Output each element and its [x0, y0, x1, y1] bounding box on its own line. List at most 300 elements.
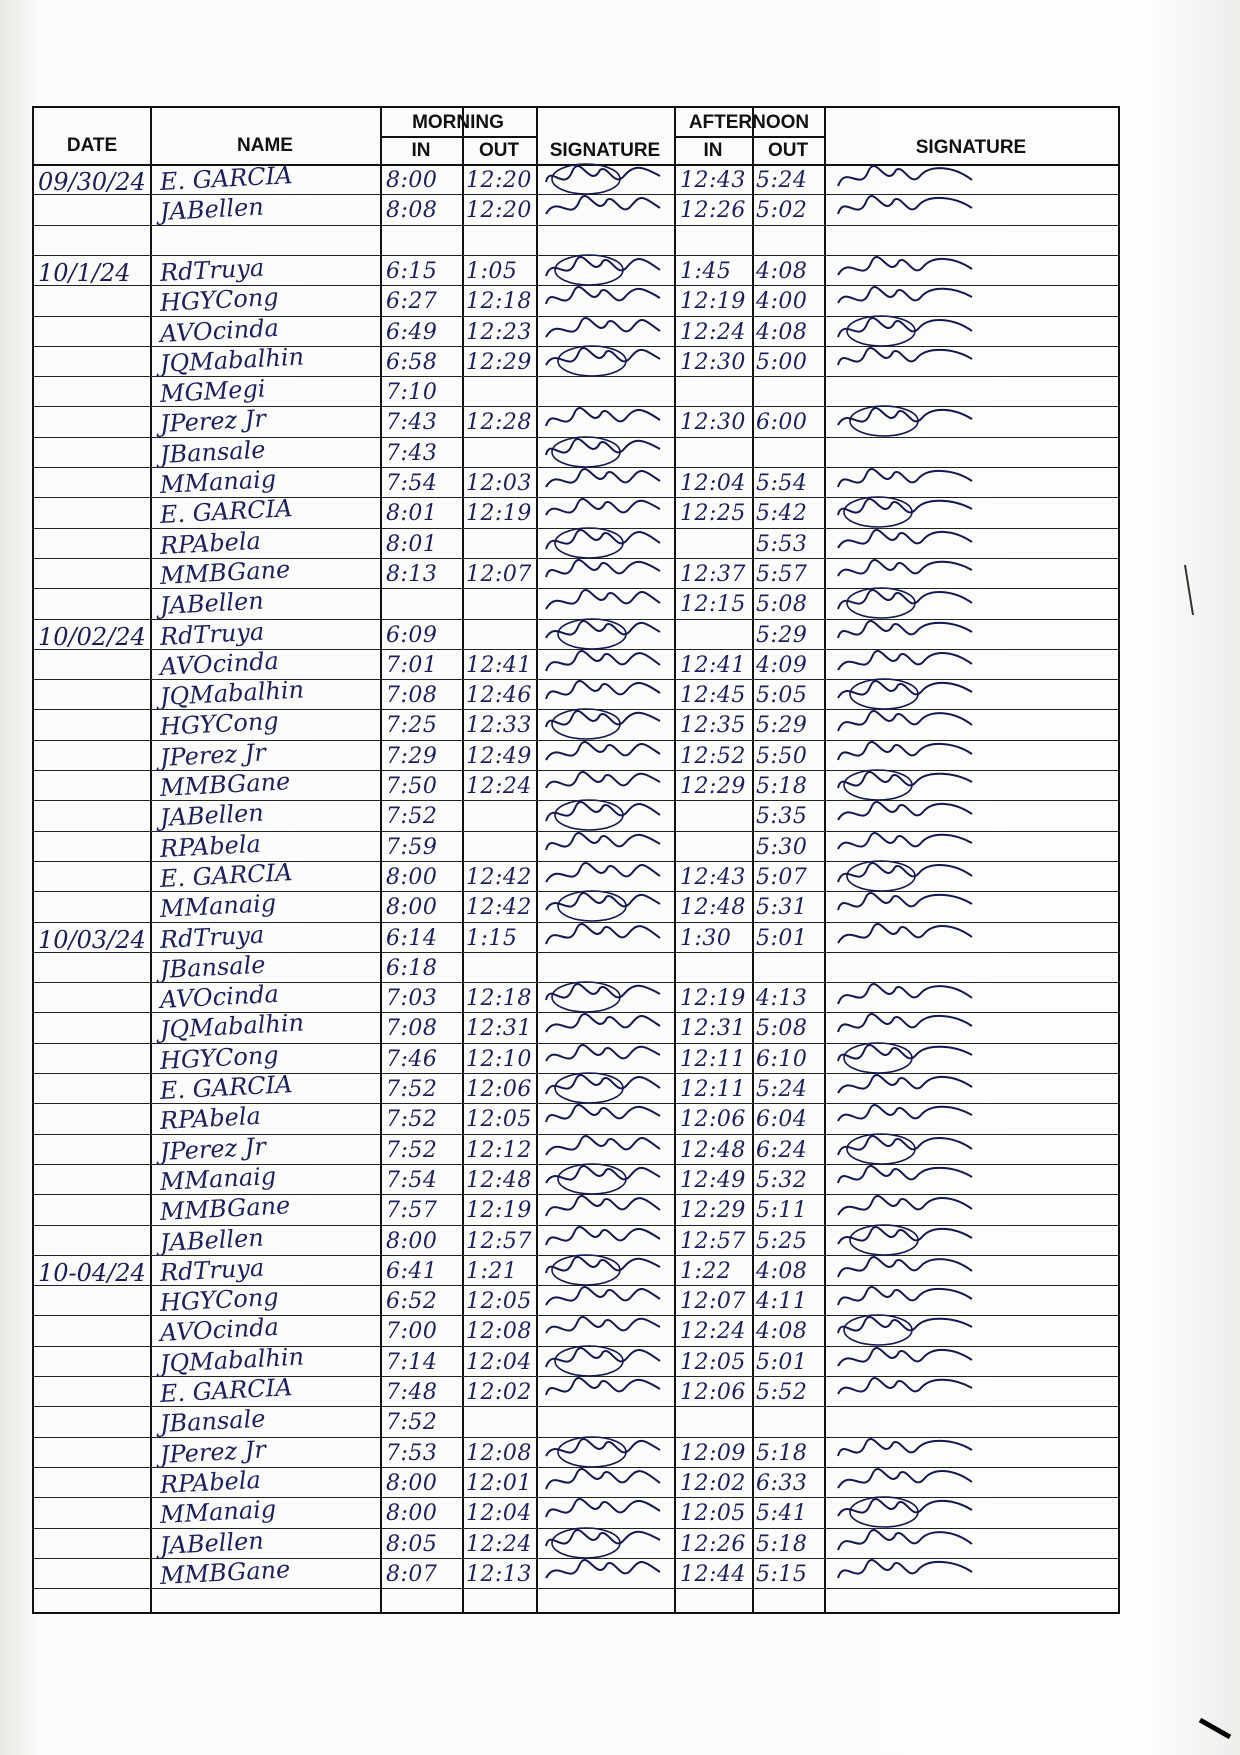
cell-am-out: 12:05: [466, 1107, 532, 1133]
signature-am: [542, 1435, 672, 1469]
cell-name: JBansale: [159, 435, 267, 469]
cell-am-in: 7:52: [386, 1107, 438, 1133]
cell-name: RPAbela: [159, 1465, 262, 1499]
signature-pm: [834, 1495, 984, 1529]
cell-am-in: 7:52: [386, 804, 438, 830]
cell-pm-out: 5:53: [756, 531, 808, 557]
cell-name: HGYCong: [159, 282, 280, 318]
cell-pm-out: 5:05: [756, 683, 808, 709]
cell-am-in: 7:03: [386, 986, 438, 1012]
cell-am-in: 6:15: [386, 258, 438, 284]
cell-am-in: 8:08: [386, 198, 438, 224]
signature-am: [542, 495, 672, 529]
signature-am: [542, 829, 672, 863]
cell-pm-in: 12:35: [680, 713, 746, 739]
cell-pm-in: 12:43: [680, 168, 746, 193]
cell-pm-out: 4:08: [756, 258, 808, 284]
cell-pm-out: 5:32: [756, 1167, 808, 1193]
signature-am: [542, 920, 672, 954]
cell-am-out: 12:01: [466, 1470, 532, 1496]
cell-am-in: 7:01: [386, 652, 438, 678]
cell-pm-out: 5:57: [756, 561, 808, 587]
cell-name: MMBGane: [159, 555, 291, 590]
cell-am-out: 12:49: [466, 743, 532, 769]
cell-name: MManaig: [159, 1495, 277, 1530]
cell-name: RdTruya: [159, 920, 265, 954]
cell-am-out: 12:42: [466, 895, 532, 921]
cell-am-out: 12:48: [466, 1167, 532, 1193]
cell-am-in: 7:53: [386, 1440, 438, 1466]
cell-pm-in: 12:07: [680, 1289, 746, 1315]
cell-name: JABellen: [159, 1526, 265, 1560]
signature-am: [542, 768, 672, 802]
signature-am: [542, 404, 672, 438]
cell-am-in: 6:09: [386, 622, 438, 648]
cell-pm-out: 5:42: [756, 501, 808, 527]
signature-am: [542, 435, 672, 469]
cell-am-out: 12:13: [466, 1561, 532, 1587]
cell-pm-out: 5:08: [756, 1016, 808, 1042]
cell-name: JABellen: [159, 798, 265, 833]
corner-mark: [1195, 1715, 1235, 1745]
header-morning: MORNING: [412, 112, 504, 133]
signature-am: [542, 1344, 672, 1378]
cell-am-in: 7:54: [386, 471, 438, 496]
signature-am: [542, 465, 672, 499]
cell-pm-out: 5:01: [756, 1349, 808, 1375]
signature-pm: [834, 768, 984, 802]
attendance-sheet: [32, 106, 1120, 1614]
cell-am-out: 12:33: [466, 713, 532, 739]
signature-am: [542, 283, 672, 317]
signature-pm: [834, 1344, 984, 1378]
cell-name: AVOcinda: [159, 979, 280, 1015]
cell-pm-in: 12:52: [680, 743, 746, 769]
cell-pm-out: 5:35: [756, 804, 808, 830]
cell-name: MManaig: [159, 889, 277, 924]
cell-am-out: 12:05: [466, 1289, 532, 1315]
signature-am: [542, 1253, 672, 1287]
cell-am-in: 7:10: [386, 380, 438, 406]
cell-date: 09/30/24: [38, 168, 146, 196]
signature-pm: [834, 1526, 984, 1560]
signature-pm: [834, 1071, 984, 1105]
signature-pm: [834, 980, 984, 1014]
cell-am-out: 12:31: [466, 1016, 532, 1042]
cell-name: JABellen: [159, 586, 265, 621]
signature-am: [542, 314, 672, 348]
cell-am-in: 6:14: [386, 925, 438, 951]
cell-pm-out: 5:29: [756, 713, 808, 739]
cell-am-out: 12:19: [466, 1198, 532, 1224]
cell-am-in: 7:52: [386, 1410, 438, 1436]
cell-pm-in: 12:30: [680, 410, 746, 436]
cell-name: JPerez Jr: [159, 738, 267, 772]
signature-pm: [834, 889, 984, 923]
cell-name: E. GARCIA: [159, 1070, 294, 1105]
cell-name: RPAbela: [159, 526, 262, 560]
signature-pm: [834, 1041, 984, 1075]
cell-am-in: 8:00: [386, 1470, 438, 1496]
cell-name: HGYCong: [159, 1282, 280, 1318]
header-date: DATE: [66, 135, 118, 156]
signature-am: [542, 1010, 672, 1044]
cell-am-out: 12:18: [466, 986, 532, 1012]
signature-pm: [834, 1435, 984, 1469]
signature-pm: [834, 283, 984, 317]
cell-date: 10-04/24: [38, 1258, 146, 1287]
cell-am-in: 7:29: [386, 743, 438, 769]
cell-pm-out: 5:24: [756, 1077, 808, 1102]
cell-pm-in: 12:37: [680, 561, 746, 587]
cell-am-in: 8:00: [386, 168, 438, 193]
cell-name: HGYCong: [159, 707, 280, 742]
cell-pm-out: 4:08: [756, 1319, 808, 1345]
signature-pm: [834, 314, 984, 348]
cell-name: AVOcinda: [159, 1313, 280, 1348]
cell-pm-out: 4:09: [756, 652, 808, 678]
cell-pm-in: 12:26: [680, 198, 746, 224]
cell-name: JQMabalhin: [159, 675, 305, 712]
signature-am: [542, 1374, 672, 1408]
signature-pm: [834, 1132, 984, 1166]
cell-am-in: 7:14: [386, 1349, 438, 1375]
signature-am: [542, 192, 672, 226]
cell-pm-in: 12:19: [680, 986, 746, 1012]
cell-am-out: 12:20: [466, 168, 532, 193]
cell-pm-out: 6:04: [756, 1107, 808, 1133]
signature-am: [542, 1041, 672, 1075]
signature-pm: [834, 1010, 984, 1044]
cell-am-out: 12:08: [466, 1440, 532, 1466]
cell-name: RPAbela: [159, 829, 262, 863]
signature-am: [542, 1465, 672, 1499]
cell-am-out: 12:46: [466, 683, 532, 709]
cell-am-in: 8:00: [386, 1501, 438, 1527]
cell-pm-out: 5:25: [756, 1228, 808, 1254]
signature-am: [542, 586, 672, 620]
cell-pm-out: 5:31: [756, 895, 808, 921]
cell-pm-in: 12:11: [680, 1046, 746, 1072]
cell-pm-in: 12:11: [680, 1077, 746, 1102]
cell-am-in: 8:00: [386, 864, 438, 890]
cell-am-in: 7:43: [386, 410, 438, 436]
cell-pm-out: 5:07: [756, 864, 808, 890]
cell-am-in: 6:41: [386, 1258, 438, 1284]
header-pm-out: OUT: [767, 140, 809, 161]
cell-am-in: 8:07: [386, 1561, 438, 1587]
signature-pm: [834, 1283, 984, 1317]
cell-pm-out: 6:24: [756, 1137, 808, 1163]
signature-pm: [834, 1253, 984, 1287]
signature-pm: [834, 798, 984, 832]
cell-am-in: 6:49: [386, 319, 438, 345]
signature-am: [542, 162, 672, 196]
cell-am-in: 6:18: [386, 955, 438, 981]
cell-name: AVOcinda: [159, 646, 280, 681]
cell-date: 10/02/24: [38, 622, 146, 651]
signature-pm: [834, 920, 984, 954]
cell-name: AVOcinda: [159, 313, 280, 348]
signature-pm: [834, 1192, 984, 1226]
signature-pm: [834, 707, 984, 741]
cell-am-out: 12:08: [466, 1319, 532, 1345]
cell-pm-in: 12:44: [680, 1561, 746, 1587]
cell-pm-in: 12:24: [680, 319, 746, 345]
cell-name: MMBGane: [159, 767, 291, 802]
cell-am-in: 8:05: [386, 1531, 438, 1557]
cell-pm-out: 4:08: [756, 319, 808, 345]
cell-name: JQMabalhin: [159, 1008, 305, 1045]
signature-am: [542, 889, 672, 923]
cell-pm-out: 5:18: [756, 774, 808, 799]
cell-pm-out: 5:02: [756, 198, 808, 224]
signature-am: [542, 344, 672, 378]
cell-name: JPerez Jr: [159, 1435, 267, 1469]
cell-am-out: 12:19: [466, 501, 532, 527]
signature-am: [542, 1162, 672, 1196]
signature-am: [542, 677, 672, 711]
cell-pm-out: 5:30: [756, 834, 808, 860]
cell-am-in: 8:00: [386, 895, 438, 921]
cell-am-in: 7:48: [386, 1380, 438, 1405]
signature-am: [542, 1283, 672, 1317]
cell-pm-out: 5:01: [756, 925, 808, 951]
signature-am: [542, 253, 672, 287]
signature-pm: [834, 556, 984, 590]
cell-name: JQMabalhin: [159, 1342, 305, 1378]
cell-name: RdTruya: [159, 1253, 265, 1287]
signature-am: [542, 647, 672, 681]
signature-pm: [834, 1162, 984, 1196]
cell-pm-out: 4:08: [756, 1258, 808, 1284]
cell-am-out: 1:05: [466, 258, 518, 284]
signature-pm: [834, 1465, 984, 1499]
cell-pm-out: 4:00: [756, 289, 808, 315]
cell-name: MMBGane: [159, 1554, 291, 1590]
cell-pm-in: 12:48: [680, 895, 746, 921]
cell-pm-in: 12:05: [680, 1501, 746, 1527]
cell-name: E. GARCIA: [159, 161, 294, 196]
cell-name: JPerez Jr: [159, 1132, 267, 1166]
signature-am: [542, 1071, 672, 1105]
cell-am-in: 7:08: [386, 1016, 438, 1042]
cell-pm-out: 6:33: [756, 1470, 808, 1496]
signature-am: [542, 617, 672, 651]
cell-pm-in: 12:57: [680, 1228, 746, 1254]
cell-name: HGYCong: [159, 1040, 280, 1075]
signature-pm: [834, 192, 984, 226]
cell-pm-in: 12:29: [680, 1198, 746, 1224]
cell-am-in: 7:46: [386, 1046, 438, 1072]
signature-pm: [834, 738, 984, 772]
cell-am-in: 8:01: [386, 531, 438, 557]
signature-am: [542, 1101, 672, 1135]
signature-am: [542, 859, 672, 893]
cell-am-in: 7:52: [386, 1137, 438, 1163]
cell-name: RPAbela: [159, 1102, 262, 1136]
header-afternoon: AFTERNOON: [688, 112, 810, 133]
cell-name: MManaig: [159, 1161, 277, 1196]
signature-pm: [834, 495, 984, 529]
cell-pm-in: 12:45: [680, 683, 746, 709]
cell-name: JABellen: [159, 192, 265, 227]
cell-name: MManaig: [159, 464, 277, 499]
cell-am-in: 8:01: [386, 501, 438, 527]
signature-pm: [834, 1374, 984, 1408]
cell-am-out: 12:03: [466, 471, 532, 496]
signature-pm: [834, 1101, 984, 1135]
signature-am: [542, 1223, 672, 1257]
cell-am-in: 6:52: [386, 1289, 438, 1315]
cell-pm-in: 12:41: [680, 652, 746, 678]
cell-pm-in: 12:24: [680, 1319, 746, 1345]
header-am-in: IN: [411, 140, 431, 161]
cell-pm-in: 12:05: [680, 1349, 746, 1375]
cell-pm-out: 5:08: [756, 592, 808, 618]
cell-pm-in: 12:48: [680, 1137, 746, 1163]
cell-am-out: 12:24: [466, 774, 532, 799]
cell-am-out: 12:04: [466, 1501, 532, 1527]
cell-pm-out: 5:29: [756, 622, 808, 648]
cell-pm-out: 4:13: [756, 986, 808, 1012]
cell-am-in: 7:00: [386, 1319, 438, 1345]
cell-pm-out: 4:11: [756, 1289, 808, 1315]
cell-pm-out: 6:10: [756, 1046, 808, 1072]
signature-am: [542, 707, 672, 741]
cell-pm-in: 12:09: [680, 1440, 746, 1466]
header-am-signature: SIGNATURE: [549, 140, 661, 161]
cell-pm-in: 12:04: [680, 471, 746, 496]
cell-am-in: 7:25: [386, 713, 438, 739]
header-pm-in: IN: [703, 140, 723, 161]
cell-pm-in: 1:45: [680, 258, 732, 284]
signature-am: [542, 1313, 672, 1347]
cell-pm-in: 12:26: [680, 1531, 746, 1557]
cell-am-in: 7:57: [386, 1198, 438, 1224]
signature-am: [542, 1132, 672, 1166]
cell-am-out: 12:10: [466, 1046, 532, 1072]
cell-am-out: 12:57: [466, 1228, 532, 1254]
cell-name: RdTruya: [159, 253, 265, 287]
cell-pm-in: 12:25: [680, 501, 746, 527]
cell-pm-out: 5:18: [756, 1531, 808, 1557]
cell-pm-in: 12:19: [680, 289, 746, 315]
cell-am-in: 7:54: [386, 1167, 438, 1193]
cell-am-in: 8:00: [386, 1228, 438, 1254]
cell-date: 10/03/24: [38, 925, 146, 954]
cell-pm-in: 12:49: [680, 1167, 746, 1193]
cell-name: JPerez Jr: [159, 404, 267, 439]
cell-name: E. GARCIA: [159, 857, 294, 893]
cell-am-out: 12:24: [466, 1531, 532, 1557]
signature-pm: [834, 859, 984, 893]
signature-am: [542, 738, 672, 772]
cell-am-in: 7:50: [386, 774, 438, 799]
cell-name: JQMabalhin: [159, 342, 305, 378]
cell-pm-in: 12:15: [680, 592, 746, 618]
cell-pm-in: 12:06: [680, 1380, 746, 1405]
signature-am: [542, 1526, 672, 1560]
cell-name: JBansale: [159, 1404, 267, 1439]
pen-mark: [1175, 560, 1205, 620]
cell-am-out: 12:04: [466, 1349, 532, 1375]
signature-am: [542, 1495, 672, 1529]
header-pm-signature: SIGNATURE: [915, 137, 1027, 158]
cell-pm-in: 12:06: [680, 1107, 746, 1133]
cell-pm-in: 12:29: [680, 774, 746, 799]
signature-pm: [834, 829, 984, 863]
header-am-out: OUT: [478, 140, 520, 161]
cell-pm-out: 5:24: [756, 168, 808, 193]
cell-am-out: 12:18: [466, 289, 532, 315]
cell-pm-out: 5:54: [756, 471, 808, 496]
signature-pm: [834, 1313, 984, 1347]
cell-name: MMBGane: [159, 1191, 291, 1227]
cell-pm-out: 5:00: [756, 349, 808, 375]
cell-am-in: 6:58: [386, 349, 438, 375]
signature-pm: [834, 1223, 984, 1257]
signature-am: [542, 980, 672, 1014]
afternoon-divider: [674, 136, 824, 138]
signature-pm: [834, 526, 984, 560]
cell-name: E. GARCIA: [159, 494, 294, 530]
signature-pm: [834, 617, 984, 651]
cell-pm-out: 6:00: [756, 410, 808, 436]
cell-am-in: 8:13: [386, 561, 438, 587]
cell-name: JABellen: [159, 1223, 265, 1257]
cell-am-out: 12:28: [466, 410, 532, 436]
cell-pm-out: 5:11: [756, 1198, 808, 1224]
cell-name: RdTruya: [159, 617, 265, 651]
cell-pm-out: 5:52: [756, 1380, 808, 1405]
signature-am: [542, 1192, 672, 1226]
signature-pm: [834, 344, 984, 378]
cell-pm-in: 1:30: [680, 925, 732, 951]
cell-pm-in: 12:43: [680, 864, 746, 890]
signature-pm: [834, 162, 984, 196]
signature-am: [542, 556, 672, 590]
cell-pm-in: 12:30: [680, 349, 746, 375]
cell-pm-out: 5:50: [756, 743, 808, 769]
cell-name: JBansale: [159, 950, 267, 984]
cell-am-in: 7:59: [386, 834, 438, 860]
signature-pm: [834, 404, 984, 438]
cell-pm-out: 5:15: [756, 1561, 808, 1587]
cell-pm-in: 12:02: [680, 1470, 746, 1496]
cell-pm-in: 12:31: [680, 1016, 746, 1042]
cell-am-out: 12:42: [466, 864, 532, 890]
cell-am-in: 7:08: [386, 683, 438, 709]
signature-pm: [834, 1556, 984, 1590]
cell-am-out: 12:29: [466, 349, 532, 375]
cell-am-out: 12:12: [466, 1137, 532, 1163]
cell-pm-out: 5:41: [756, 1501, 808, 1527]
cell-pm-in: 1:22: [680, 1258, 732, 1284]
cell-am-in: 6:27: [386, 289, 438, 315]
cell-pm-out: 5:18: [756, 1440, 808, 1466]
cell-name: MGMegi: [159, 374, 267, 409]
cell-am-in: 7:43: [386, 440, 438, 466]
signature-pm: [834, 647, 984, 681]
morning-divider: [380, 136, 536, 138]
signature-pm: [834, 465, 984, 499]
cell-name: E. GARCIA: [159, 1373, 294, 1408]
cell-am-out: 1:21: [466, 1258, 518, 1284]
cell-am-out: 12:02: [466, 1380, 532, 1405]
cell-am-in: 7:52: [386, 1077, 438, 1102]
header-name: NAME: [237, 135, 293, 156]
